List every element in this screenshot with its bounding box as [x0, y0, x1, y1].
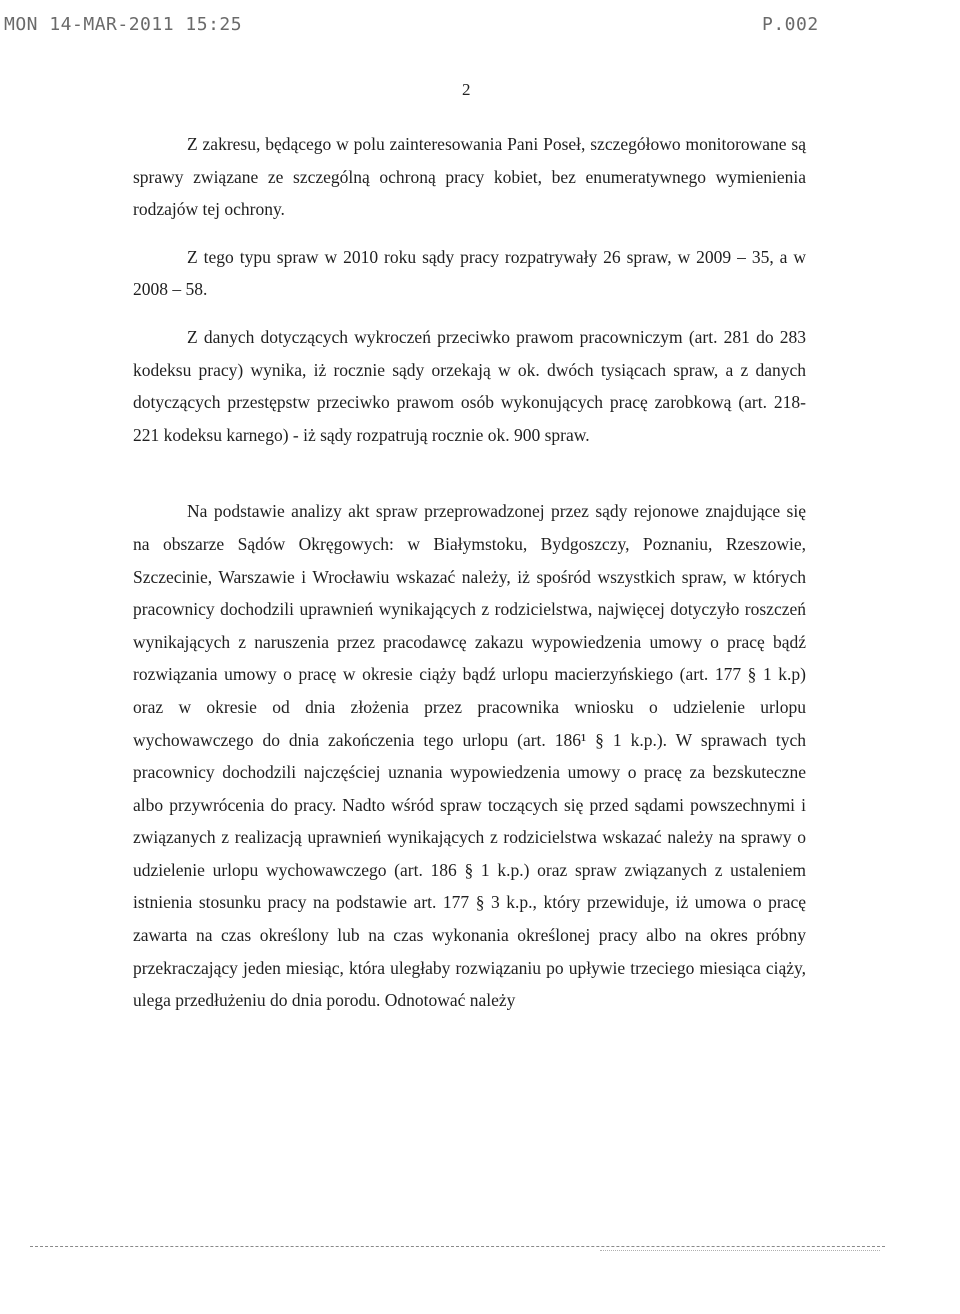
paragraph-case-counts: Z tego typu spraw w 2010 roku sądy pracy rozpatrywały 26 spraw, w 2009 – 35, a w 2008 – 58. — [133, 246, 806, 300]
paragraph-scope: Z zakresu, będącego w polu zainteresowania Pani Poseł, szczegółowo monitorowane są sprawy związane ze szczególną ochroną pracy kobiet, bez enumeratywnego wymienienia rodzajów tej ochrony. — [133, 134, 806, 220]
paragraph-offences: Z danych dotyczących wykroczeń przeciwko prawom pracowniczym (art. 281 do 283 kodeksu pracy) wynika, iż rocznie sądy orzekają w ok. dwóch tysiącach spraw, a z danych dotyczących przestępstw przeciwko prawom osób wykonujących pracę zarobkową (art. 218-221 kodeksu karnego) - iż sądy rozpatrują rocznie ok. 900 spraw. — [133, 326, 806, 445]
fax-timestamp: MON 14-MAR-2011 15:25 — [4, 14, 243, 35]
page-number: 2 — [462, 80, 471, 99]
document-body — [133, 128, 806, 1017]
fax-header — [0, 14, 960, 38]
fax-page-indicator: P.002 — [762, 14, 819, 35]
paragraph-analysis: Na podstawie analizy akt spraw przeprowadzonej przez sądy rejonowe znajdujące się na obszarze Sądów Okręgowych: w Białymstoku, Bydgoszczy, Poznaniu, Rzeszowie, Szczecinie, Warszawie i Wrocławiu wskazać należy, iż spośród wszystkich spraw, w których pracownicy dochodzili uprawnień wynikających z rodzicielstwa, najwięcej dotyczyło roszczeń wynikających z naruszenia przez pracodawcę zakazu wypowiedzenia umowy o pracę bądź rozwiązania umowy o pracę w okresie ciąży bądź urlopu macierzyńskiego (art. 177 § 1 k.p) oraz w okresie od dnia złożenia przez pracownika wniosku o udzielenie urlopu wychowawczego do dnia zakończenia tego urlopu (art. 186¹ § 1 k.p.). W sprawach tych pracownicy dochodzili najczęściej uznania wypowiedzenia umowy o pracę za bezskuteczne albo przywrócenia do pracy. Nadto wśród spraw toczących się przed sądami powszechnymi i związanych z realizacją uprawnień wynikających z rodzicielstwa wskazać należy na sprawy o udzielenie urlopu wychowawczego (art. 186 § 1 k.p.) oraz spraw związanych z ustaleniem istnienia stosunku pracy na podstawie art. 177 § 3 k.p., który przewiduje, iż umowa o pracę zawarta na czas określony lub na czas wykonania określonej pracy albo na okres próbny przekraczający jeden miesiąc, która uległaby rozwiązaniu po upływie trzeciego miesiąca ciąży, ulega przedłużeniu do dnia porodu. Odnotować należy — [133, 501, 806, 1011]
fax-bottom-edge-dots — [600, 1250, 880, 1251]
fax-bottom-edge-line — [30, 1246, 885, 1247]
